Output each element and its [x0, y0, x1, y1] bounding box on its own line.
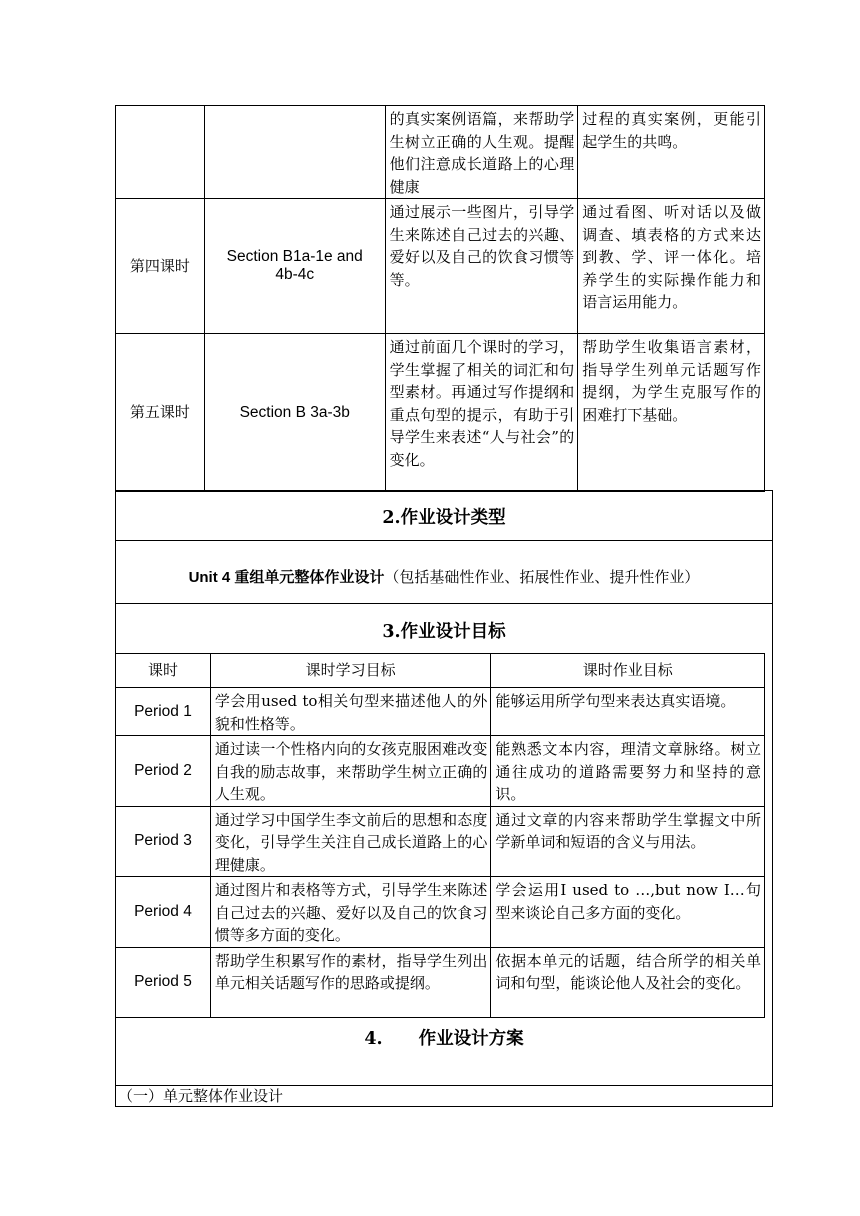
- purpose-cell: [578, 106, 765, 199]
- learning-text: 学会用used to相关句型来描述他人的外貌和性格等。: [214, 692, 488, 733]
- learning-cell: [210, 877, 491, 948]
- table-header-row: [116, 654, 765, 688]
- purpose-text: 通过看图、听对话以及做调查、填表格的方式来达到教、学、评一体化。培养学生的实际操作能力和语言运用能力。: [582, 203, 761, 311]
- table-row: [116, 736, 765, 807]
- content-cell: [385, 106, 578, 199]
- content-cell: [385, 334, 578, 492]
- learning-text: 通过读一个性格内向的女孩克服困难改变自我的励志故事，来帮助学生树立正确的人生观。: [214, 740, 488, 803]
- homework-cell: [491, 806, 765, 877]
- table-row: [116, 806, 765, 877]
- section-cell: Section B 3a-3b: [204, 334, 385, 492]
- period-cell: 第五课时: [116, 334, 205, 492]
- purpose-cell: [578, 199, 765, 334]
- learning-cell: [210, 947, 491, 1017]
- period-cell: Period 2: [116, 736, 211, 807]
- purpose-cell: [578, 334, 765, 492]
- table-row: [116, 947, 765, 1017]
- objectives-table: [115, 653, 765, 1018]
- header-learning-goal: 课时学习目标: [210, 654, 491, 688]
- purpose-text: 帮助学生收集语言素材，指导学生列单元话题写作提纲，为学生克服写作的困难打下基础。: [582, 338, 761, 424]
- unit-homework-note: （包括基础性作业、拓展性作业、提升性作业）: [384, 568, 700, 586]
- content-text: 通过前面几个课时的学习，学生掌握了相关的词汇和句型素材。再通过写作提纲和重点句型的提示，有助于引导学生来表述“人与社会”的变化。: [389, 338, 575, 469]
- homework-cell: [491, 736, 765, 807]
- homework-text: 通过文章的内容来帮助学生掌握文中所学新单词和短语的含义与用法。: [495, 810, 761, 851]
- unit-homework-title: Unit 4 重组单元整体作业设计: [188, 569, 385, 586]
- period-cell: Period 3: [116, 806, 211, 877]
- homework-cell: [491, 877, 765, 948]
- lesson-table: [115, 105, 765, 492]
- divider: [115, 540, 773, 541]
- table-row: [116, 877, 765, 948]
- homework-text: 依据本单元的话题，结合所学的相关单词和句型，能谈论他人及社会的变化。: [495, 951, 761, 992]
- period-cell: Period 1: [116, 688, 211, 736]
- section-3-title: 3.作业设计目标: [382, 622, 506, 642]
- purpose-text: 过程的真实案例，更能引起学生的共鸣。: [582, 110, 761, 151]
- period-cell: Period 5: [116, 947, 211, 1017]
- section-4-number: 4.: [364, 1029, 383, 1049]
- section-4-heading: [115, 1025, 773, 1050]
- table-row: [116, 106, 765, 199]
- header-homework-goal: 课时作业目标: [491, 654, 765, 688]
- content-text: 的真实案例语篇，来帮助学生树立正确的人生观。提醒他们注意成长道路上的心理健康: [389, 110, 575, 196]
- learning-cell: [210, 736, 491, 807]
- header-period: 课时: [116, 654, 211, 688]
- table-row: [116, 688, 765, 736]
- homework-text: 学会运用I used to …,but now I…句型来谈论自己多方面的变化。: [495, 881, 761, 922]
- section-4-title: 作业设计方案: [418, 1029, 524, 1049]
- homework-cell: [491, 688, 765, 736]
- homework-text: 能熟悉文本内容，理清文章脉络。树立通往成功的道路需要努力和坚持的意识。: [495, 740, 761, 803]
- section-cell: [204, 106, 385, 199]
- learning-cell: [210, 688, 491, 736]
- period-cell: 第四课时: [116, 199, 205, 334]
- homework-text: 能够运用所学句型来表达真实语境。: [495, 692, 736, 710]
- content-text: 通过展示一些图片，引导学生来陈述自己过去的兴趣、爱好以及自己的饮食习惯等等。: [389, 203, 575, 289]
- learning-cell: [210, 806, 491, 877]
- divider: [115, 603, 773, 604]
- content-cell: [385, 199, 578, 334]
- period-cell: [116, 106, 205, 199]
- section-2-title: 2.作业设计类型: [382, 508, 506, 528]
- table-row: [116, 199, 765, 334]
- unit-homework-subheading: （一）单元整体作业设计: [118, 1087, 284, 1105]
- learning-text: 通过图片和表格等方式，引导学生来陈述自己过去的兴趣、爱好以及自己的饮食习惯等多方面的变化。: [214, 881, 488, 944]
- homework-cell: [491, 947, 765, 1017]
- section-cell: Section B1a-1e and 4b-4c: [204, 199, 385, 334]
- learning-text: 帮助学生积累写作的素材，指导学生列出单元相关话题写作的思路或提纲。: [214, 951, 488, 992]
- table-row: [116, 334, 765, 492]
- period-cell: Period 4: [116, 877, 211, 948]
- unit-homework-line: [115, 566, 773, 587]
- learning-text: 通过学习中国学生李文前后的思想和态度变化，引导学生关注自己成长道路上的心理健康。: [214, 810, 488, 874]
